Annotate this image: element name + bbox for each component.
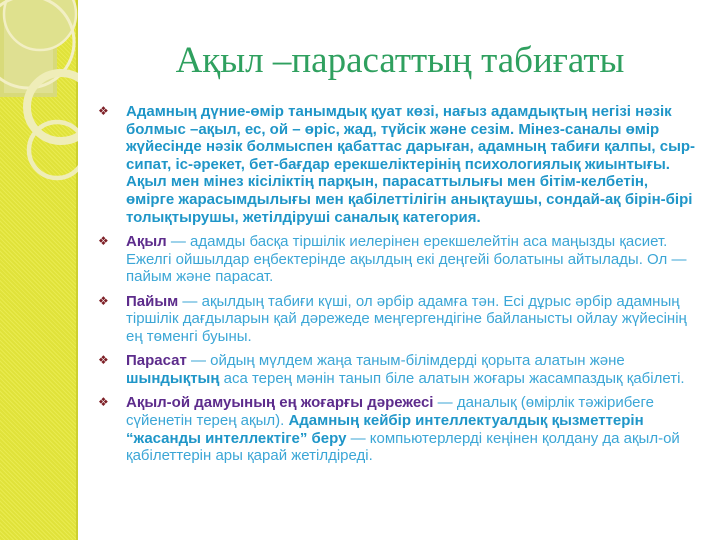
bullet-text-segment: — компьютерлерді кеңінен қолдану да ақыл-ой қабілеттерін ары қарай жетілдіреді. bbox=[126, 429, 680, 465]
bullet-lead-term: Ақыл bbox=[126, 233, 167, 251]
bullet-lead-term: Парасат bbox=[126, 352, 187, 370]
bullet-text-segment: аса терең мәнін танып біле алатын жоғары жасампаздық қабілеті. bbox=[219, 369, 685, 387]
bullet-item-4 bbox=[96, 352, 698, 387]
bullet-text-segment: Адамның дүние-өмір танымдық қуат көзі, нағыз адамдықтың негізі нәзік болмыс –ақыл, ес, ой – өріс, жад, түйсік және сезім. Мінез-саналы өмір жүйесінде нәзік болмыспен қабаттас дарыған, адамның табиғи қалпы, сыр-сипат, іс-әрекет, бет-бағдар ерекшеліктерінің психологиялық жиынтығы. Ақыл мен мінез кісіліктің парқын, парасаттылығы мен бітім-келбетін, өмірге жарасымдылығы мен қабілеттілігін анықтаушы, сондай-ақ бірін-бірі толықтырушы, жетілдіруші саналық категория. bbox=[126, 103, 696, 226]
diamond-bullet-icon: ❖ bbox=[98, 293, 109, 308]
bullet-text-segment: — даналық (өмірлік тәжірибеге сүйенетін терең ақыл). bbox=[126, 394, 654, 429]
diamond-bullet-icon: ❖ bbox=[98, 353, 109, 368]
bullet-text-segment: Адамның кейбір интеллектуалдық қызметтерін “жасанды интеллектіге” беру bbox=[126, 412, 644, 447]
decorative-sidebar bbox=[0, 0, 78, 540]
bullet-text-segment: — адамды басқа тіршілік иелерінен ерекшелейтін аса маңызды қасиет. Ежелгі ойшылдар еңбектерінде ақылдың екі деңгейі болатыны айтылады. Ол — пайым және парасат. bbox=[126, 233, 687, 286]
bullet-text-segment: шындықтың bbox=[126, 369, 220, 387]
small-ring bbox=[29, 122, 78, 178]
circles-ornament-graphic bbox=[0, 0, 78, 540]
slide-content-area bbox=[80, 0, 720, 540]
diamond-bullet-icon: ❖ bbox=[98, 104, 109, 119]
bullet-text-segment: — ойдың мүлдем жаңа таным-білімдерді қорыта алатын және bbox=[186, 352, 625, 370]
bullet-list bbox=[80, 103, 720, 464]
bullet-lead-term: Пайым bbox=[126, 292, 179, 310]
diamond-bullet-icon: ❖ bbox=[98, 395, 109, 410]
bullet-lead-term: Ақыл-ой дамуының ең жоғарғы дәрежесі bbox=[126, 394, 434, 412]
bullet-item-5 bbox=[96, 394, 698, 464]
bullet-text-segment: — ақылдың табиғи күші, ол әрбір адамға тән. Есі дұрыс әрбір адамның тіршілік дағдыларын қай дәрежеде меңгергендігіне байланысты ойлау жүйесінің ең төменгі буыны. bbox=[126, 292, 687, 345]
bullet-item-1 bbox=[96, 103, 698, 226]
bullet-item-3 bbox=[96, 293, 698, 346]
bullet-item-2 bbox=[96, 233, 698, 286]
diamond-bullet-icon: ❖ bbox=[98, 234, 109, 249]
slide-title: Ақыл –парасаттың табиғаты bbox=[175, 40, 625, 81]
